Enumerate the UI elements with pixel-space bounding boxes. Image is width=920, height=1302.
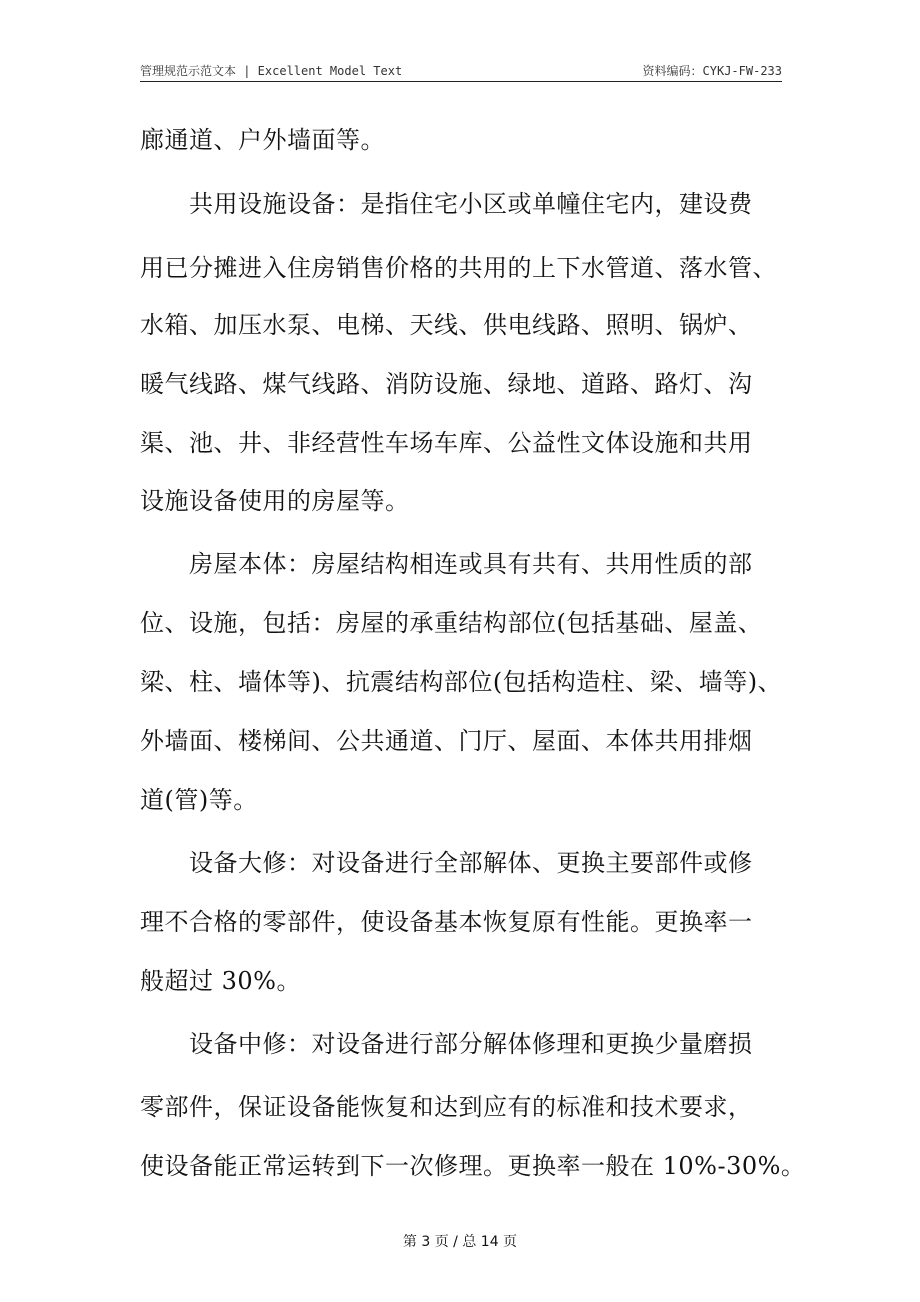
text-line: 般超过 30%。 — [140, 967, 301, 995]
text-line: 梁、柱、墙体等)、抗震结构部位(包括构造柱、梁、墙等)、 — [140, 668, 783, 696]
header-divider — [140, 81, 782, 82]
text-line: 道(管)等。 — [140, 786, 258, 814]
text-line: 设备大修：对设备进行全部解体、更换主要部件或修 — [140, 849, 753, 877]
page-number: 第 3 页 / 总 14 页 — [402, 1234, 518, 1250]
text-line: 廊通道、户外墙面等。 — [140, 126, 385, 154]
header-title: 管理规范示范文本 | Excellent Model Text — [140, 64, 403, 78]
text-line: 设备中修：对设备进行部分解体修理和更换少量磨损 — [140, 1030, 753, 1058]
text-line: 渠、池、井、非经营性车场车库、公益性文体设施和共用 — [140, 429, 753, 457]
text-line: 理不合格的零部件，使设备基本恢复原有性能。更换率一 — [140, 908, 753, 936]
text-line: 共用设施设备：是指住宅小区或单幢住宅内，建设费 — [140, 190, 753, 218]
page-header — [140, 62, 782, 80]
text-line: 零部件，保证设备能恢复和达到应有的标准和技术要求， — [140, 1093, 753, 1121]
text-line: 设施设备使用的房屋等。 — [140, 487, 410, 515]
text-line: 位、设施，包括：房屋的承重结构部位(包括基础、屋盖、 — [140, 609, 763, 637]
text-line: 房屋本体：房屋结构相连或具有共有、共用性质的部 — [140, 550, 753, 578]
text-line: 水箱、加压水泵、电梯、天线、供电线路、照明、锅炉、 — [140, 311, 753, 339]
text-line: 用已分摊进入住房销售价格的共用的上下水管道、落水管、 — [140, 254, 777, 282]
document-code: 资料编码：CYKJ-FW-233 — [642, 64, 782, 78]
text-line: 使设备能正常运转到下一次修理。更换率一般在 10%-30%。 — [140, 1152, 806, 1180]
text-line: 外墙面、楼梯间、公共通道、门厅、屋面、本体共用排烟 — [140, 727, 753, 755]
text-line: 暖气线路、煤气线路、消防设施、绿地、道路、路灯、沟 — [140, 370, 753, 398]
